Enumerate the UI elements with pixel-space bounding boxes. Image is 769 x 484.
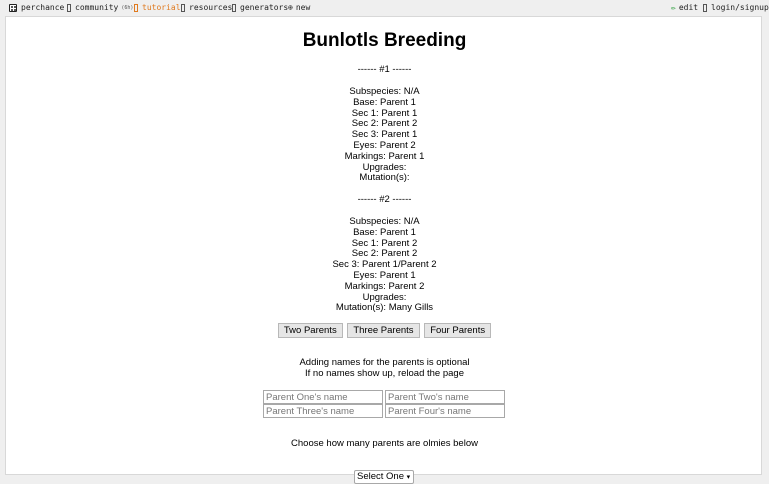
result-1-subspecies: Subspecies: N/A: [349, 86, 420, 97]
result-2-eyes: Eyes: Parent 1: [353, 269, 416, 281]
result-1-sec1: Sec 1: Parent 1: [351, 107, 418, 119]
result-2-header: ------ #2 ------: [357, 194, 412, 205]
result-2-base: Base: Parent 1: [353, 226, 416, 238]
chevron-down-icon: ▾: [406, 474, 411, 481]
parent-count-buttons: [6, 323, 763, 338]
result-2-sec1: Sec 1: Parent 2: [351, 237, 418, 249]
nav-resources-label: resources: [189, 3, 233, 12]
result-1-base: Base: Parent 1: [353, 96, 416, 108]
choose-parents-text: Choose how many parents are olmies below: [291, 438, 478, 449]
pencil-icon: ✏: [671, 3, 676, 12]
parent-two-name-input[interactable]: [385, 390, 505, 404]
nav-new-link[interactable]: [288, 3, 310, 12]
page-title: Bunlotls Breeding: [302, 30, 467, 51]
nav-site-label: perchance: [21, 3, 65, 12]
result-1-details: [6, 87, 763, 184]
result-1-mutations: Mutation(s):: [359, 172, 410, 184]
nav-new-label: new: [295, 3, 311, 12]
nav-generators-link[interactable]: [232, 3, 288, 12]
parent-three-name-input[interactable]: [263, 404, 383, 418]
select-value: Select One: [357, 471, 404, 482]
nav-edit-link[interactable]: [671, 3, 698, 12]
result-2-details: [6, 217, 763, 314]
resources-icon: [181, 4, 185, 12]
parent-one-name-input[interactable]: [263, 390, 383, 404]
result-2-sec3: Sec 3: Parent 1/Parent 2: [332, 259, 437, 271]
result-2-mutations: Mutation(s): Many Gills: [335, 302, 434, 314]
nav-edit-label: edit: [678, 3, 699, 12]
community-icon: [67, 4, 71, 12]
result-1-header: ------ #1 ------: [357, 64, 412, 75]
nav-home-link[interactable]: [9, 3, 64, 12]
nav-community-label: community: [75, 3, 119, 12]
top-nav: [0, 0, 768, 16]
nav-tutorial-label: tutorial: [142, 3, 181, 12]
nav-login-label: login/signup: [711, 3, 769, 12]
parent-four-name-input[interactable]: [385, 404, 505, 418]
parent-count-select[interactable]: [354, 470, 414, 484]
generator-output-panel: [5, 16, 762, 482]
nav-login-link[interactable]: [703, 3, 769, 12]
result-1-eyes: Eyes: Parent 2: [353, 139, 416, 151]
tutorial-icon: [134, 4, 138, 12]
nav-community-link[interactable]: [67, 3, 133, 12]
result-2-sec2: Sec 2: Parent 2: [351, 248, 418, 260]
dice-icon: [9, 4, 17, 12]
generators-icon: [232, 4, 236, 12]
three-parents-button[interactable]: Three Parents: [347, 323, 419, 338]
nav-resources-link[interactable]: [181, 3, 232, 12]
result-1-markings: Markings: Parent 1: [344, 150, 425, 162]
result-2-upgrades: Upgrades:: [362, 291, 407, 303]
two-parents-button[interactable]: Two Parents: [278, 323, 343, 338]
login-icon: [703, 4, 707, 12]
four-parents-button[interactable]: Four Parents: [424, 323, 491, 338]
result-2-subspecies: Subspecies: N/A: [349, 216, 420, 227]
result-1-sec2: Sec 2: Parent 2: [351, 118, 418, 130]
plus-circle-icon: ⊕: [288, 2, 293, 12]
result-1-sec3: Sec 3: Parent 1: [351, 129, 418, 141]
community-count: (6h): [121, 4, 134, 11]
result-2-markings: Markings: Parent 2: [344, 280, 425, 292]
info-optional-names: Adding names for the parents is optional: [299, 357, 470, 368]
nav-tutorial-link[interactable]: [134, 3, 181, 12]
nav-generators-label: generators: [240, 3, 289, 12]
info-reload-hint: If no names show up, reload the page: [305, 368, 464, 379]
result-1-upgrades: Upgrades:: [362, 161, 407, 173]
